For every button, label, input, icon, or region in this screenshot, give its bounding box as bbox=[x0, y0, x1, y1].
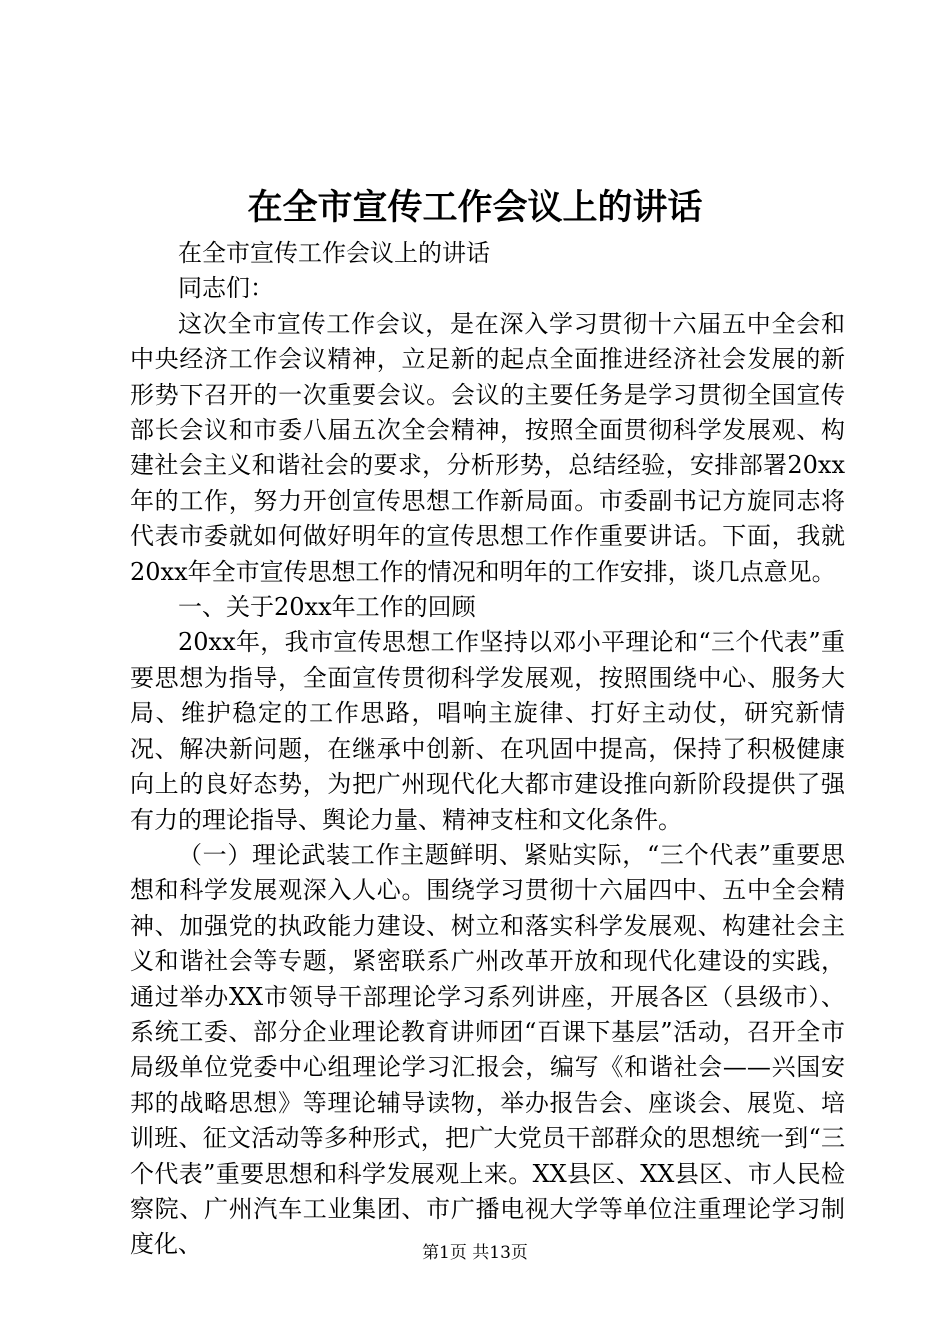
subtitle-paragraph: 在全市宣传工作会议上的讲话 bbox=[178, 239, 490, 267]
section-heading: 一、关于20xx年工作的回顾 bbox=[178, 593, 476, 622]
body-paragraph: 20xx年，我市宣传思想工作坚持以邓小平理论和“三个代表”重要思想为指导，全面宣传贯彻科学发展观，按照围绕中心、服务大局、维护稳定的工作思路，唱响主旋律、打好主动仗，研究新情况、解决新问题，在继承中创新、在巩固中提高，保持了积极健康向上的良好态势，为把广州现代化大都市建设推向新阶段提供了强有力的理论指导、舆论力量、精神支柱和文化条件。 bbox=[130, 628, 845, 834]
salutation-paragraph: 同志们： bbox=[178, 274, 274, 303]
page-number-footer: 第1页 共13页 bbox=[422, 1243, 528, 1263]
body-paragraph: 这次全市宣传工作会议，是在深入学习贯彻十六届五中全会和中央经济工作会议精神，立足新的起点全面推进经济社会发展的新形势下召开的一次重要会议。会议的主要任务是学习贯彻全国宣传部长会议和市委八届五次全会精神，按照全面贯彻科学发展观、构建社会主义和谐社会的要求，分析形势，总结经验，安排部署20xx年的工作，努力开创宣传思想工作新局面。市委副书记方旋同志将代表市委就如何做好明年的宣传思想工作作重要讲话。下面，我就20xx年全市宣传思想工作的情况和明年的工作安排，谈几点意见。 bbox=[130, 309, 845, 586]
body-paragraph: （一）理论武装工作主题鲜明、紧贴实际，“三个代表”重要思想和科学发展观深入人心。围绕学习贯彻十六届四中、五中全会精神、加强党的执政能力建设、树立和落实科学发展观、构建社会主义和谐社会等专题，紧密联系广州改革开放和现代化建设的实践，通过举办XX市领导干部理论学习系列讲座，开展各区（县级市）、系统工委、部分企业理论教育讲师团“百课下基层”活动，召开全市局级单位党委中心组理论学习汇报会，编写《和谐社会——兴国安邦的战略思想》等理论辅导读物，举办报告会、座谈会、展览、培训班、征文活动等多种形式，把广大党员干部群众的思想统一到“三个代表”重要思想和科学发展观上来。XX县区、XX县区、市人民检察院、广州汽车工业集团、市广播电视大学等单位注重理论学习制度化、 bbox=[130, 840, 845, 1259]
document-title: 在全市宣传工作会议上的讲话 bbox=[247, 187, 703, 228]
document-body bbox=[130, 236, 845, 1263]
